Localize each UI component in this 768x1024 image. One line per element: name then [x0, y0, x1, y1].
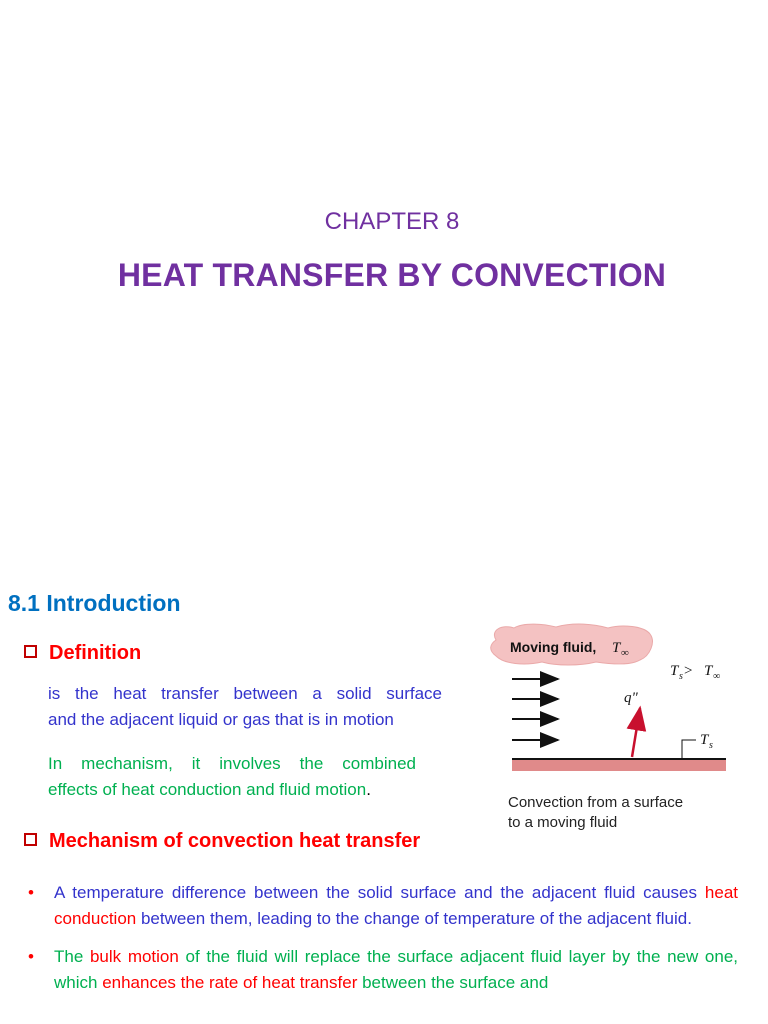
bullet1-text-2: between them, leading to the change of temperature of the adjacent fluid. — [136, 909, 692, 928]
surface-s: s — [709, 740, 713, 751]
list-item — [28, 944, 738, 996]
bullet1-highlight: heat conduction — [54, 883, 738, 928]
condition-inf: ∞ — [713, 671, 721, 682]
heat-flux-arrow-icon — [632, 708, 640, 757]
condition-gt: > — [684, 663, 693, 679]
mechanism-note — [48, 751, 416, 803]
definition-heading — [24, 642, 141, 665]
condition-label — [670, 663, 720, 682]
cloud-symbol: T — [612, 640, 621, 656]
square-bullet-icon — [24, 645, 37, 658]
surface-T: T — [700, 732, 709, 748]
definition-paragraph — [48, 681, 442, 733]
mechanism-note-line-1: In mechanism, it involves the combined — [48, 754, 416, 773]
mechanism-heading-text: Mechanism of convection heat transfer — [49, 830, 421, 852]
caption-line-1: Convection from a surface — [508, 794, 684, 811]
bullet2-text-2: of the fluid will replace the surface adjacent fluid layer by the new one, which — [54, 947, 738, 992]
mechanism-note-period: . — [366, 780, 371, 799]
definition-line-1: is the heat transfer between a solid surface — [48, 684, 442, 703]
bullet2-text-3: between the surface and — [357, 973, 549, 992]
solid-surface — [512, 759, 726, 771]
flow-arrows — [512, 679, 558, 740]
mechanism-bullet-list — [28, 880, 738, 1008]
mechanism-note-line-2 — [48, 777, 416, 803]
cloud-subscript: ∞ — [621, 647, 629, 659]
definition-line-2: and the adjacent liquid or gas that is in motion — [48, 710, 394, 729]
condition-T: T — [670, 663, 679, 679]
condition-s: s — [679, 671, 683, 682]
condition-T2: T — [704, 663, 713, 679]
chapter-title: HEAT TRANSFER BY CONVECTION — [117, 257, 667, 293]
heat-flux-label: q" — [624, 690, 638, 706]
definition-heading-text: Definition — [49, 642, 142, 664]
mechanism-note-line-2-text: effects of heat conduction and fluid motion — [48, 780, 367, 799]
mechanism-heading — [24, 830, 420, 853]
bullet1-text-1: A temperature difference between the solid surface and the adjacent fluid causes — [54, 883, 705, 902]
bullet2-highlight-1: bulk motion — [89, 947, 179, 966]
bullet2-highlight-2: enhances the rate of heat transfer — [102, 973, 358, 992]
surface-leader — [682, 740, 696, 759]
bullet2-text-1: The — [54, 947, 90, 966]
bullet-dot-icon: • — [28, 883, 34, 902]
moving-fluid-cloud — [491, 624, 653, 665]
figure-caption — [508, 793, 683, 833]
square-bullet-icon — [24, 833, 37, 846]
caption-line-2: to a moving fluid — [508, 814, 618, 831]
chapter-label: CHAPTER 8 — [324, 208, 460, 235]
list-item — [28, 880, 738, 932]
cloud-label: Moving fluid, — [510, 639, 597, 655]
convection-figure — [484, 620, 734, 790]
bullet-dot-icon: • — [28, 947, 34, 966]
section-heading: 8.1 Introduction — [8, 590, 181, 616]
